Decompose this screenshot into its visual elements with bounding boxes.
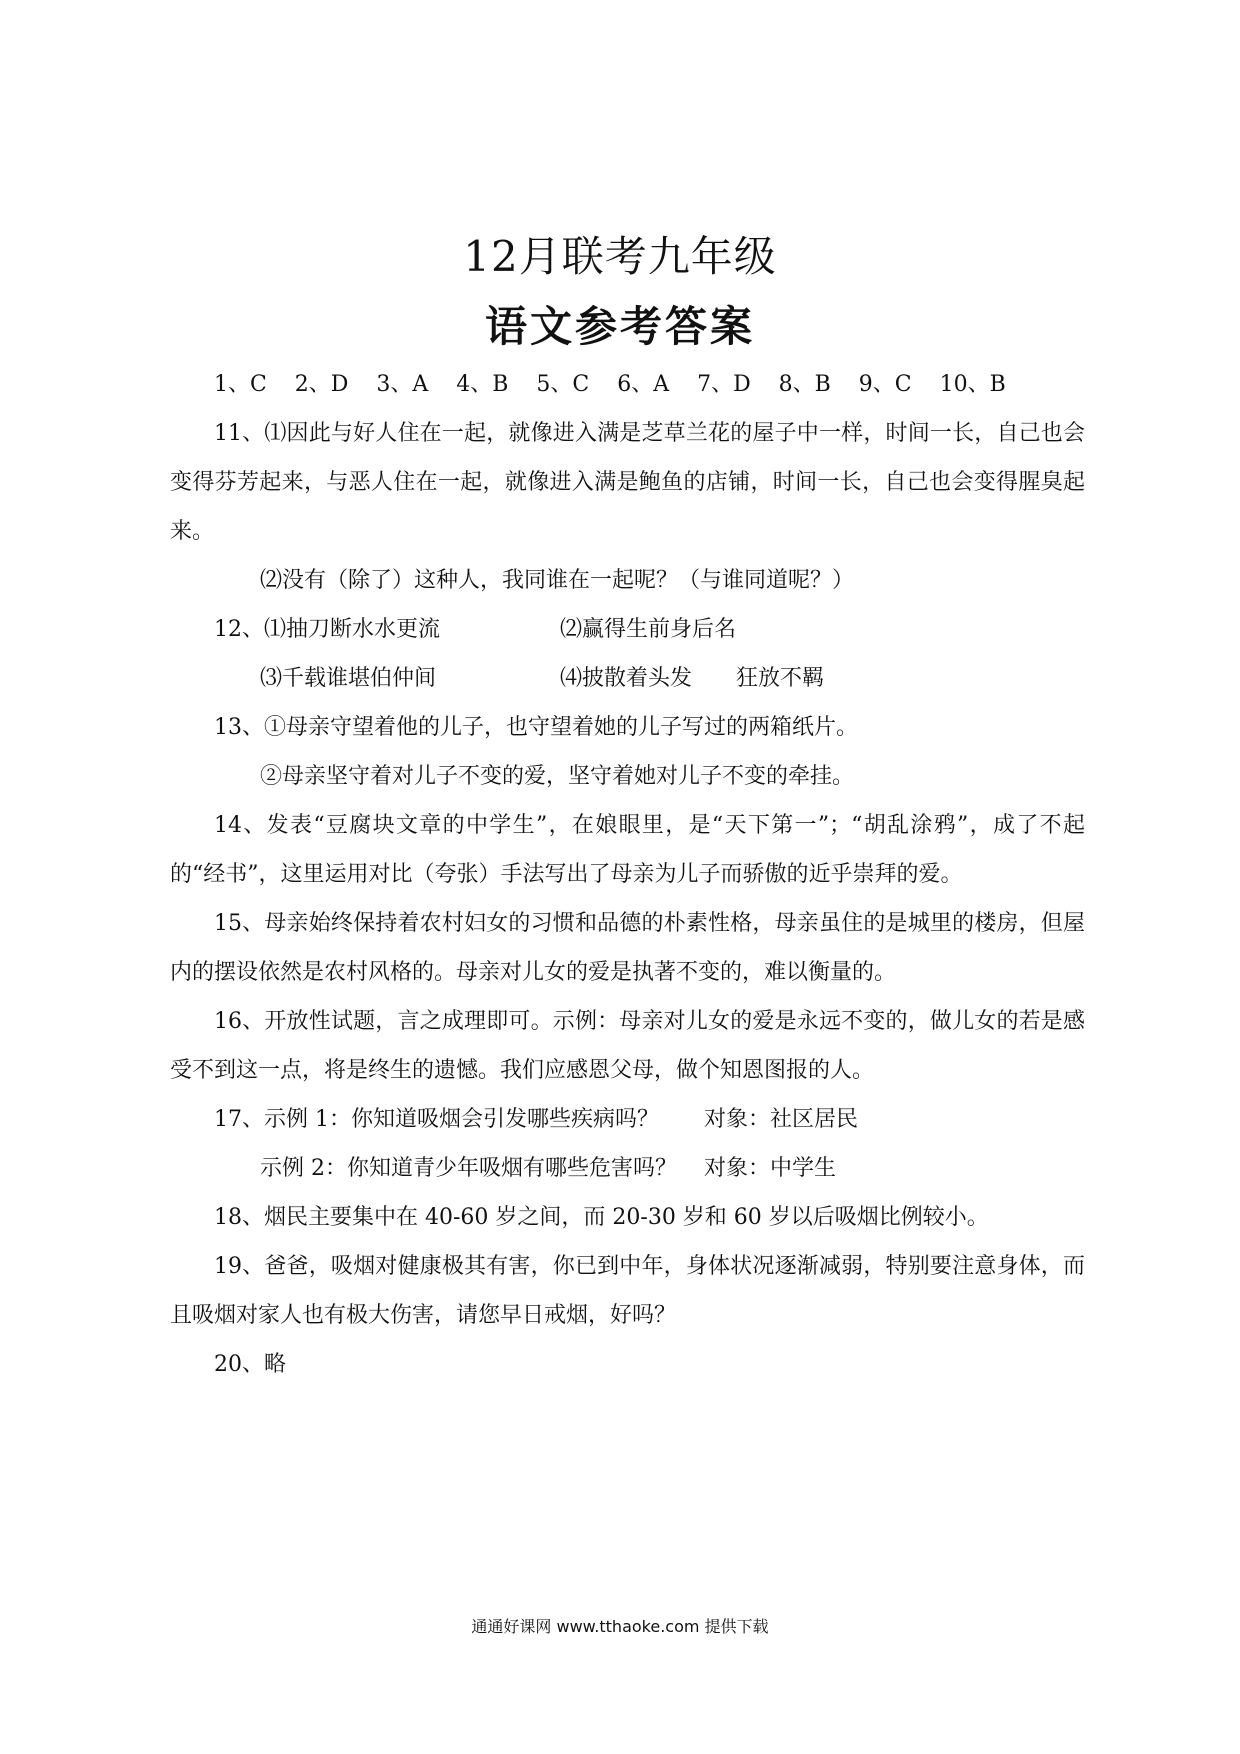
footer-source: 通通好课网 www.tthaoke.com 提供下载 xyxy=(471,1617,769,1636)
answer-17-target-2: 对象：中学生 xyxy=(704,1156,837,1181)
answer-13-part-2: ②母亲坚守着对儿子不变的爱，坚守着她对儿子不变的牵挂。 xyxy=(260,764,855,789)
answer-12-row-2 xyxy=(170,654,1085,703)
answer-17-row-1 xyxy=(170,1095,1085,1144)
multiple-choice-answers: 1、C 2、D 3、A 4、B 5、C 6、A 7、D 8、B 9、C 10、B xyxy=(214,372,1006,397)
answer-14: 14、发表“豆腐块文章的中学生”，在娘眼里，是“天下第一”；“胡乱涂鸦”，成了不起的“经书”，这里运用对比（夸张）手法写出了母亲为儿子而骄傲的近乎崇拜的爱。 xyxy=(170,813,1085,887)
answer-17-row-2 xyxy=(170,1144,1085,1193)
answer-content xyxy=(170,360,1085,1389)
answer-12-item-4: ⑷披散着头发 狂放不羁 xyxy=(560,666,825,691)
answer-12-item-1: 12、⑴抽刀断水水更流 xyxy=(214,617,440,642)
answer-15: 15、母亲始终保持着农村妇女的习惯和品德的朴素性格，母亲虽住的是城里的楼房，但屋内的摆设依然是农村风格的。母亲对儿女的爱是执著不变的，难以衡量的。 xyxy=(170,911,1085,985)
answer-18: 18、烟民主要集中在 40-60 岁之间，而 20-30 岁和 60 岁以后吸烟比例较小。 xyxy=(214,1205,989,1230)
answer-11-part-2: ⑵没有（除了）这种人，我同谁在一起呢？（与谁同道呢？） xyxy=(260,568,855,593)
answer-17-example-2: 示例 2：你知道青少年吸烟有哪些危害吗？ xyxy=(260,1156,677,1181)
title-line-2: 语文参考答案 xyxy=(484,302,755,351)
answer-19: 19、爸爸，吸烟对健康极其有害，你已到中年，身体状况逐渐减弱，特别要注意身体，而且吸烟对家人也有极大伤害，请您早日戒烟，好吗？ xyxy=(170,1254,1085,1328)
answer-13-part-1: 13、①母亲守望着他的儿子，也守望着她的儿子写过的两箱纸片。 xyxy=(214,715,858,740)
answer-17-target-1: 对象：社区居民 xyxy=(704,1107,859,1132)
answer-12-row-1 xyxy=(170,605,1085,654)
answer-12-item-2: ⑵赢得生前身后名 xyxy=(560,617,737,642)
answer-11-part-1: 11、⑴因此与好人住在一起，就像进入满是芝草兰花的屋子中一样，时间一长，自己也会变得芬芳起来，与恶人住在一起，就像进入满是鲍鱼的店铺，时间一长，自己也会变得腥臭起来。 xyxy=(170,421,1085,544)
answer-16: 16、开放性试题，言之成理即可。示例：母亲对儿女的爱是永远不变的，做儿女的若是感受不到这一点，将是终生的遗憾。我们应感恩父母，做个知恩图报的人。 xyxy=(170,1009,1085,1083)
title-line-1: 12月联考九年级 xyxy=(463,232,777,281)
answer-12-item-3: ⑶千载谁堪伯仲间 xyxy=(260,666,437,691)
answer-20: 20、略 xyxy=(214,1352,286,1377)
answer-17-example-1: 17、示例 1：你知道吸烟会引发哪些疾病吗？ xyxy=(214,1107,659,1132)
